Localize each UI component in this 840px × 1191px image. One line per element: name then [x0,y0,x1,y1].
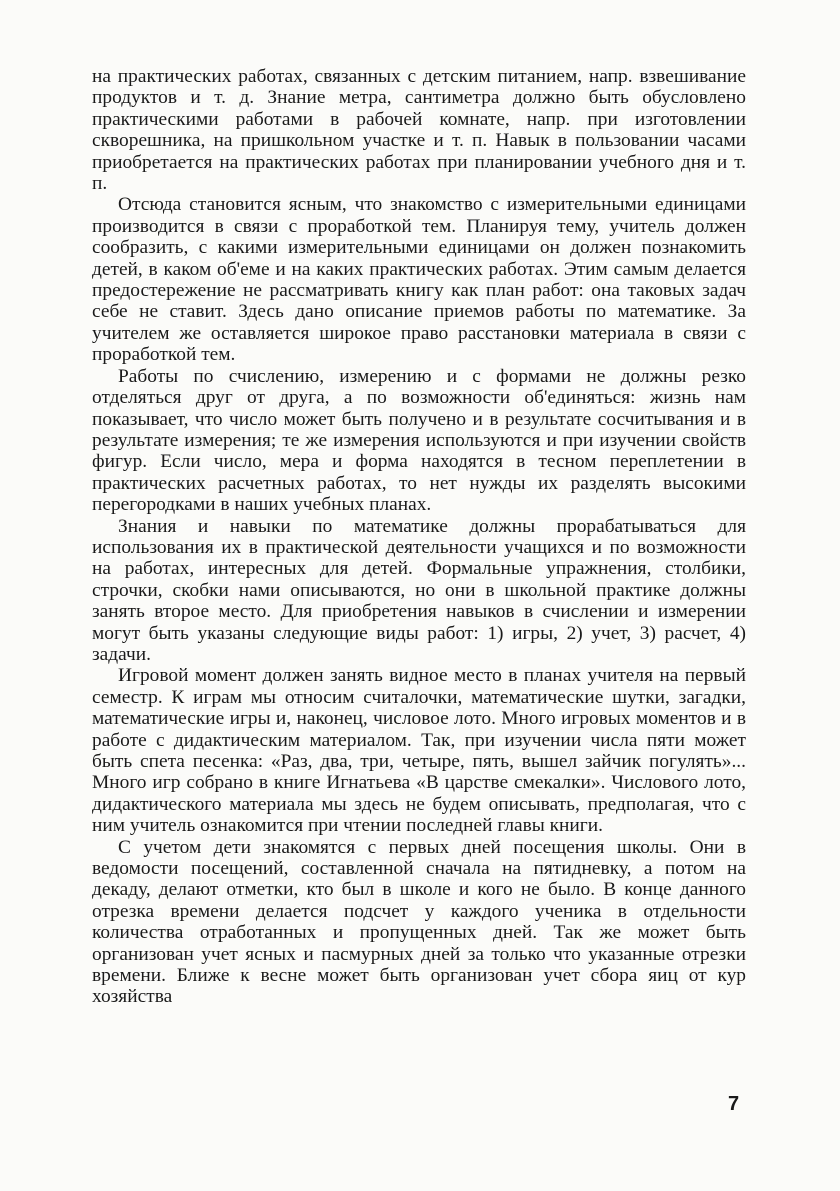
page-number: 7 [728,1093,740,1115]
paragraph-2: Отсюда становится ясным, что знакомство с измерительными единицами производится в связи с проработкой тем. Планируя тему, учитель должен сообразить, с какими измерительными единицами он должен познакомить детей, в каком об'еме и на каких практических работах. Этим самым делается предостережение не рассматривать книгу как план работ: она таковых задач себе не ставит. Здесь дано описание приемов работы по математике. За учителем же оставляется широкое право расстановки материала в связи с проработкой тем. [92,194,746,366]
paragraph-6: С учетом дети знакомятся с первых дней посещения школы. Они в ведомости посещений, составленной сначала на пятидневку, а потом на декаду, делают отметки, кто был в школе и кого не было. В конце данного отрезка времени делается подсчет у каждого ученика в отдельности количества отработанных и пропущенных дней. Так же может быть организован учет ясных и пасмурных дней за только что указанные отрезки времени. Ближе к весне может быть организован учет сбора яиц от кур хозяйства [92,836,746,1008]
body-text [92,66,746,1008]
paragraph-3: Работы по счислению, измерению и с формами не должны резко отделяться друг от друга, а по возможности об'единяться: жизнь нам показывает, что число может быть получено и в результате сосчитывания и в результате измерения; те же измерения используются и при изучении свойств фигур. Если число, мера и форма находятся в тесном переплетении в практических расчетных работах, то нет нужды их разделять высокими перегородками в наших учебных планах. [92,365,746,516]
paragraph-1: на практических работах, связанных с детским питанием, напр. взвешивание продуктов и т. д. Знание метра, сантиметра должно быть обусловлено практическими работами в рабочей комнате, напр. при изготовлении скворешника, на пришкольном участке и т. п. Навык в пользовании часами приобретается на практических работах при планировании учебного дня и т. п. [92,66,746,195]
paragraph-4: Знания и навыки по математике должны прорабатываться для использования их в практической деятельности учащихся и по возможности на работах, интересных для детей. Формальные упражнения, столбики, строчки, скобки нами описываются, но они в школьной практике должны занять второе место. Для приобретения навыков в счислении и измерении могут быть указаны следующие виды работ: 1) игры, 2) учет, 3) расчет, 4) задачи. [92,515,746,665]
paragraph-5: Игровой момент должен занять видное место в планах учителя на первый семестр. К играм мы относим считалочки, математические шутки, загадки, математические игры и, наконец, числовое лото. Много игровых моментов и в работе с дидактическим материалом. Так, при изучении числа пяти может быть спета песенка: «Раз, два, три, четыре, пять, вышел зайчик погулять»... Много игр собрано в книге Игнатьева «В царстве смекалки». Числового лото, дидактического материала мы здесь не будем описывать, предполагая, что с ним учитель ознакомится при чтении последней главы книги. [92,665,746,837]
